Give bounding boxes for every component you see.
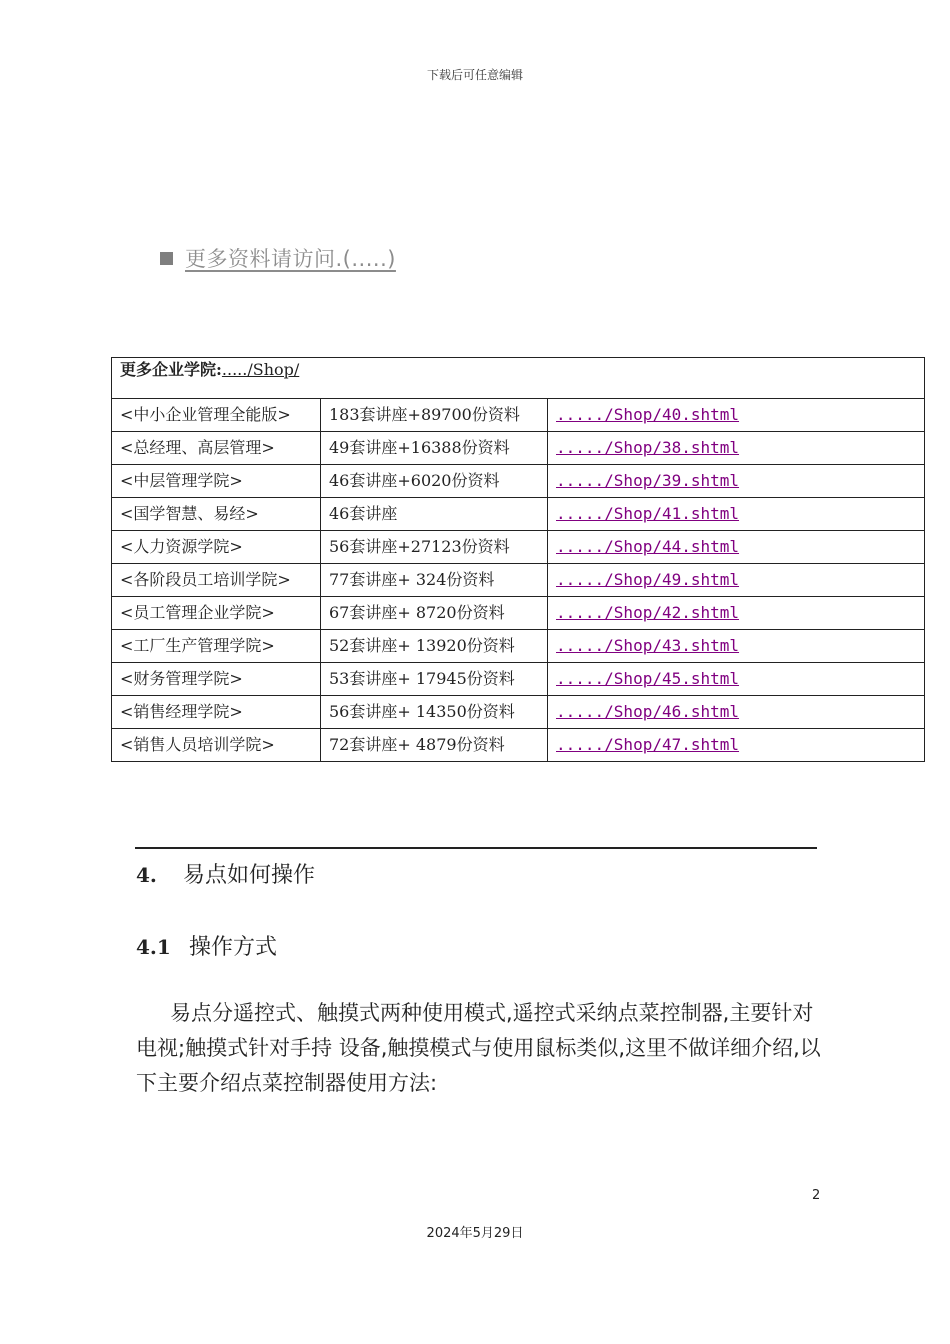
course-desc-cell <box>321 498 548 531</box>
course-url-link[interactable]: ...../Shop/49.shtml <box>556 570 740 589</box>
course-desc-text: 56套讲座+ 14350份资料 <box>329 702 515 721</box>
course-url-cell <box>548 663 925 696</box>
course-desc-text: 183套讲座+89700份资料 <box>329 405 520 424</box>
course-url-link[interactable]: ...../Shop/40.shtml <box>556 405 740 424</box>
course-name-text: <中小企业管理全能版> <box>120 405 291 424</box>
table-row <box>112 531 925 564</box>
course-url-cell <box>548 564 925 597</box>
course-name-cell <box>112 696 321 729</box>
section-number: 4. <box>136 863 157 887</box>
course-table <box>111 357 925 762</box>
course-name-text: <工厂生产管理学院> <box>120 636 275 655</box>
table-row <box>112 498 925 531</box>
section-divider <box>135 847 817 849</box>
course-name-text: <员工管理企业学院> <box>120 603 275 622</box>
course-name-cell <box>112 564 321 597</box>
course-url-link[interactable]: ...../Shop/39.shtml <box>556 471 740 490</box>
course-name-text: <国学智慧、易经> <box>120 504 259 523</box>
course-name-text: <财务管理学院> <box>120 669 243 688</box>
table-row <box>112 432 925 465</box>
table-row <box>112 399 925 432</box>
course-name-text: <人力资源学院> <box>120 537 243 556</box>
course-desc-cell <box>321 399 548 432</box>
course-url-link[interactable]: ...../Shop/42.shtml <box>556 603 740 622</box>
course-url-link[interactable]: ...../Shop/41.shtml <box>556 504 740 523</box>
footer-date: 2024年5月29日 <box>426 1226 524 1241</box>
shop-link[interactable]: ...../Shop/ <box>221 360 300 379</box>
course-desc-cell <box>321 696 548 729</box>
course-name-cell <box>112 531 321 564</box>
course-name-text: <销售经理学院> <box>120 702 243 721</box>
course-url-cell <box>548 498 925 531</box>
course-name-text: <销售人员培训学院> <box>120 735 275 754</box>
section-title: 操作方式 <box>189 935 278 960</box>
table-row <box>112 564 925 597</box>
course-desc-cell <box>321 531 548 564</box>
course-url-cell <box>548 399 925 432</box>
course-desc-cell <box>321 729 548 762</box>
page-number: 2 <box>812 1188 821 1203</box>
section-4-heading <box>136 858 315 889</box>
table-row <box>112 696 925 729</box>
section-number: 4.1 <box>136 935 171 959</box>
course-name-cell <box>112 729 321 762</box>
course-name-cell <box>112 498 321 531</box>
course-url-cell <box>548 597 925 630</box>
section-title: 易点如何操作 <box>183 863 316 888</box>
course-url-link[interactable]: ...../Shop/46.shtml <box>556 702 740 721</box>
course-name-text: <各阶段员工培训学院> <box>120 570 291 589</box>
course-name-cell <box>112 597 321 630</box>
course-url-cell <box>548 696 925 729</box>
course-url-cell <box>548 531 925 564</box>
table-row <box>112 729 925 762</box>
course-name-cell <box>112 663 321 696</box>
course-desc-cell <box>321 630 548 663</box>
section-4-1-heading <box>136 930 277 961</box>
header-label: 更多企业学院: <box>120 360 222 379</box>
course-url-cell <box>548 630 925 663</box>
more-resources-line <box>160 243 396 273</box>
course-name-cell <box>112 399 321 432</box>
course-url-link[interactable]: ...../Shop/43.shtml <box>556 636 740 655</box>
course-desc-text: 53套讲座+ 17945份资料 <box>329 669 515 688</box>
course-url-link[interactable]: ...../Shop/47.shtml <box>556 735 740 754</box>
course-name-text: <中层管理学院> <box>120 471 243 490</box>
table-header-cell <box>112 358 925 399</box>
course-url-link[interactable]: ...../Shop/45.shtml <box>556 669 740 688</box>
table-row <box>112 597 925 630</box>
course-name-text: <总经理、高层管理> <box>120 438 275 457</box>
body-paragraph: 易点分遥控式、触摸式两种使用模式,遥控式采纳点菜控制器,主要针对电视;触摸式针对手持 设备,触摸模式与使用鼠标类似,这里不做详细介绍,以下主要介绍点菜控制器使用方法: <box>136 1001 821 1095</box>
course-desc-cell <box>321 663 548 696</box>
course-desc-cell <box>321 564 548 597</box>
course-desc-text: 72套讲座+ 4879份资料 <box>329 735 505 754</box>
course-url-cell <box>548 432 925 465</box>
course-url-cell <box>548 465 925 498</box>
course-desc-text: 46套讲座+6020份资料 <box>329 471 500 490</box>
course-desc-cell <box>321 465 548 498</box>
course-name-cell <box>112 465 321 498</box>
table-row <box>112 630 925 663</box>
course-desc-text: 77套讲座+ 324份资料 <box>329 570 495 589</box>
course-url-link[interactable]: ...../Shop/38.shtml <box>556 438 740 457</box>
header-note: 下载后可任意编辑 <box>426 68 523 82</box>
course-desc-text: 46套讲座 <box>329 504 398 523</box>
course-url-cell <box>548 729 925 762</box>
table-row <box>112 663 925 696</box>
course-desc-text: 67套讲座+ 8720份资料 <box>329 603 505 622</box>
course-desc-cell <box>321 432 548 465</box>
course-desc-text: 49套讲座+16388份资料 <box>329 438 510 457</box>
course-url-link[interactable]: ...../Shop/44.shtml <box>556 537 740 556</box>
table-row <box>112 465 925 498</box>
table-header-row <box>112 358 925 399</box>
course-desc-cell <box>321 597 548 630</box>
course-name-cell <box>112 432 321 465</box>
course-desc-text: 52套讲座+ 13920份资料 <box>329 636 515 655</box>
square-bullet-icon <box>160 252 173 265</box>
more-resources-link[interactable]: 更多资料请访问.(.....) <box>185 247 396 271</box>
course-name-cell <box>112 630 321 663</box>
course-desc-text: 56套讲座+27123份资料 <box>329 537 510 556</box>
